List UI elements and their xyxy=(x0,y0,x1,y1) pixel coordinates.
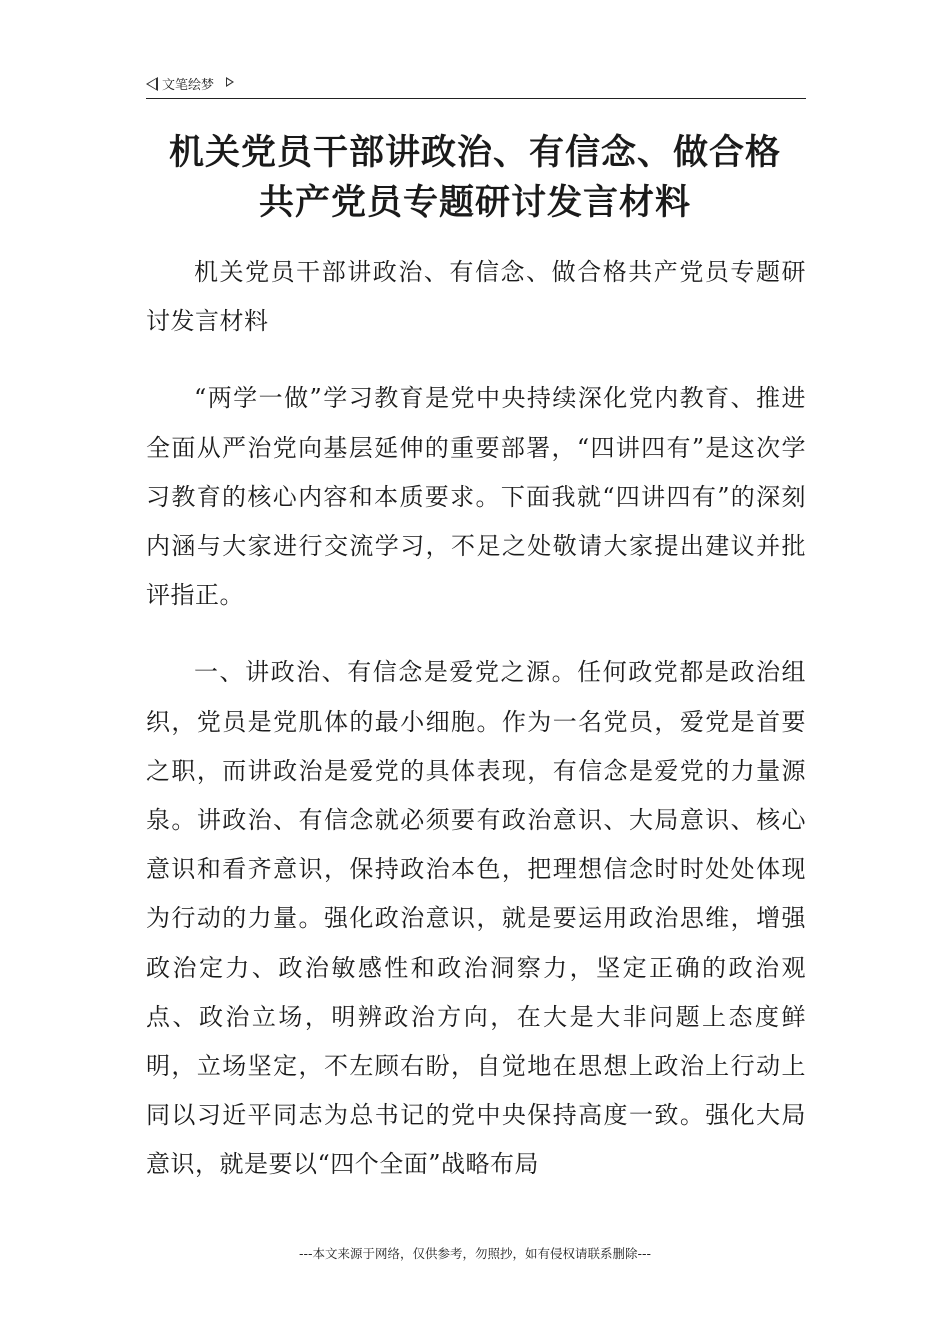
paragraph-section-one: 一、讲政治、有信念是爱党之源。任何政党都是政治组织，党员是党肌体的最小细胞。作为一名党员，爱党是首要之职，而讲政治是爱党的具体表现，有信念是爱党的力量源泉。讲政治、有信念就必须要有政治意识、大局意识、核心意识和看齐意识，保持政治本色，把理想信念时时处处体现为行动的力量。强化政治意识，就是要运用政治思维，增强政治定力、政治敏感性和政治洞察力，坚定正确的政治观点、政治立场，明辨政治方向，在大是大非问题上态度鲜明，立场坚定，不左顾右盼，自觉地在思想上政治上行动上同以习近平同志为总书记的党中央保持高度一致。强化大局意识，就是要以“四个全面”战略布局 xyxy=(146,658,806,1179)
triangle-left-icon xyxy=(146,77,158,91)
page-header xyxy=(146,72,806,99)
paragraph-subtitle: 机关党员干部讲政治、有信念、做合格共产党员专题研讨发言材料 xyxy=(146,258,806,336)
paragraph-intro: “两学一做”学习教育是党中央持续深化党内教育、推进全面从严治党向基层延伸的重要部署，“四讲四有”是这次学习教育的核心内容和本质要求。下面我就“四讲四有”的深刻内涵与大家进行交流学习，不足之处敬请大家提出建议并批评指正。 xyxy=(146,384,806,610)
triangle-right-icon xyxy=(226,77,234,87)
document-title xyxy=(120,128,830,228)
document-body xyxy=(146,248,806,1190)
title-line-1: 机关党员干部讲政治、有信念、做合格 xyxy=(168,132,781,173)
footer-disclaimer: ---本文来源于网络，仅供参考，勿照抄，如有侵权请联系删除--- xyxy=(298,1246,652,1261)
title-line-2: 共产党员专题研讨发言材料 xyxy=(258,182,691,223)
header-brand xyxy=(146,74,234,93)
brand-text: 文笔绘梦 xyxy=(162,78,215,93)
